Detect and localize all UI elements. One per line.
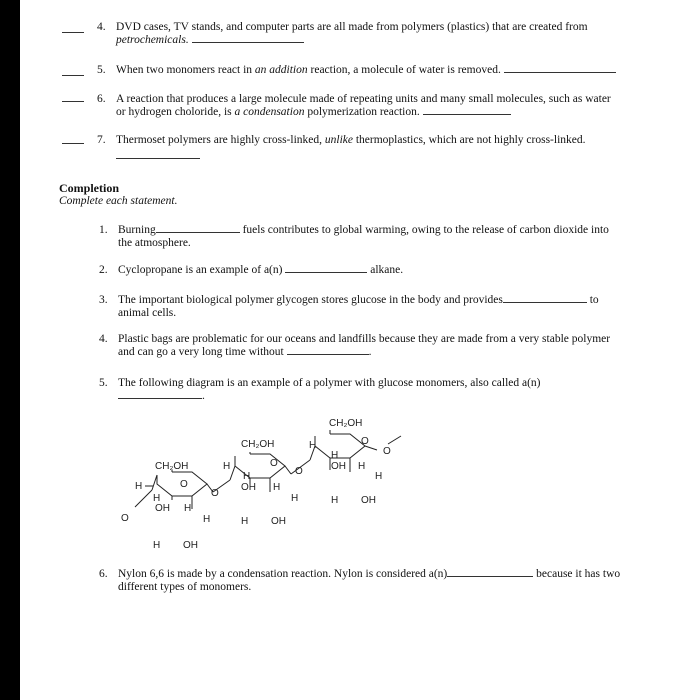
ring2-h3-label: H bbox=[273, 482, 281, 493]
ring3-oh-label: OH bbox=[331, 461, 346, 472]
item-text: Plastic bags are problematic for our oceans and landfills because they are made from a very stable polymer and can go a very long time without . bbox=[118, 333, 611, 358]
ring1-h5-label: H bbox=[153, 540, 161, 551]
answer-blank bbox=[504, 72, 616, 73]
item-number: 6. bbox=[97, 93, 106, 105]
ring2-oxygen-label: O bbox=[270, 458, 278, 469]
ring3-h5-label: H bbox=[331, 495, 339, 506]
answer-blank bbox=[192, 42, 304, 43]
ring1-oh-label: OH bbox=[155, 503, 170, 514]
ring3-h4-label: H bbox=[375, 471, 383, 482]
ring1-h4-label: H bbox=[203, 514, 211, 525]
item-number: 2. bbox=[99, 264, 108, 276]
ring1-ch2oh-label: CH₂OH bbox=[155, 461, 189, 472]
ring2-oh-label: OH bbox=[241, 482, 256, 493]
item-text: The important biological polymer glycogen stores glucose in the body and provides to animal cells. bbox=[118, 294, 599, 319]
ring3-oxygen-label: O bbox=[361, 436, 369, 447]
answer-blank bbox=[156, 232, 240, 233]
item-number: 5. bbox=[99, 377, 108, 389]
ring1-bridge-oxygen-label: O bbox=[121, 513, 129, 524]
item-text: When two monomers react in an addition reaction, a molecule of water is removed. bbox=[116, 64, 656, 77]
glycogen-structure-diagram bbox=[105, 412, 425, 557]
ring3-h-label: H bbox=[309, 440, 317, 451]
bridge2-oxygen-label: O bbox=[295, 466, 303, 477]
item-text: Cyclopropane is an example of a(n) alkane. bbox=[118, 264, 404, 276]
answer-blank bbox=[285, 272, 367, 273]
item-text: DVD cases, TV stands, and computer parts are all made from polymers (plastics) that are created from petrochemicals. bbox=[116, 21, 588, 46]
ring2-h5-label: H bbox=[241, 516, 249, 527]
answer-line bbox=[62, 143, 84, 144]
ring1-h3-label: H bbox=[184, 503, 192, 514]
answer-blank bbox=[118, 398, 202, 399]
item-number: 5. bbox=[97, 64, 106, 76]
answer-blank bbox=[503, 302, 587, 303]
ring3-ch2oh-label: CH₂OH bbox=[329, 418, 363, 429]
ring2-h-label: H bbox=[223, 461, 231, 472]
ring1-oxygen-label: O bbox=[180, 479, 188, 490]
section-instruction: Complete each statement. bbox=[59, 195, 178, 207]
section-title: Completion bbox=[59, 181, 119, 195]
ring3-oh2-label: OH bbox=[361, 495, 376, 506]
ring3-h2-label: H bbox=[331, 450, 339, 461]
ring1-h-label: H bbox=[135, 481, 143, 492]
item-text: The following diagram is an example of a polymer with glucose monomers, also called a(n) . bbox=[118, 377, 541, 402]
ring2-oh2-label: OH bbox=[271, 516, 286, 527]
ring1-oh2-label: OH bbox=[183, 540, 198, 551]
item-number: 3. bbox=[99, 294, 108, 306]
bridge3-oxygen-label: O bbox=[383, 446, 391, 457]
answer-blank bbox=[447, 576, 533, 577]
item-text: A reaction that produces a large molecule made of repeating units and many small molecules, such as water or hydrogen choloride, is a condensation polymerization reaction. bbox=[116, 93, 611, 118]
answer-blank bbox=[116, 158, 200, 159]
ring1-h2-label: H bbox=[153, 493, 161, 504]
glucose-ring-3 bbox=[315, 434, 365, 458]
ring2-h2-label: H bbox=[243, 471, 251, 482]
answer-line bbox=[62, 32, 84, 33]
item-number: 1. bbox=[99, 224, 108, 236]
item-number: 4. bbox=[97, 21, 106, 33]
answer-blank bbox=[423, 114, 511, 115]
bridge1-oxygen-label: O bbox=[211, 488, 219, 499]
answer-line bbox=[62, 75, 84, 76]
item-number: 4. bbox=[99, 333, 108, 345]
ring2-h4-label: H bbox=[291, 493, 299, 504]
answer-blank bbox=[287, 354, 369, 355]
answer-line bbox=[62, 101, 84, 102]
left-edge-shadow bbox=[0, 0, 20, 700]
item-number: 6. bbox=[99, 568, 108, 580]
ring3-h3-label: H bbox=[358, 461, 366, 472]
item-text: Burning fuels contributes to global warming, owing to the release of carbon dioxide into the atmosphere. bbox=[118, 224, 609, 249]
item-number: 7. bbox=[97, 134, 106, 146]
item-text: Thermoset polymers are highly cross-linked, unlike thermoplastics, which are not highly cross-linked. bbox=[116, 134, 586, 146]
ring2-ch2oh-label: CH₂OH bbox=[241, 439, 275, 450]
item-text: Nylon 6,6 is made by a condensation reaction. Nylon is considered a(n) because it has two different types of monomers. bbox=[118, 568, 621, 593]
